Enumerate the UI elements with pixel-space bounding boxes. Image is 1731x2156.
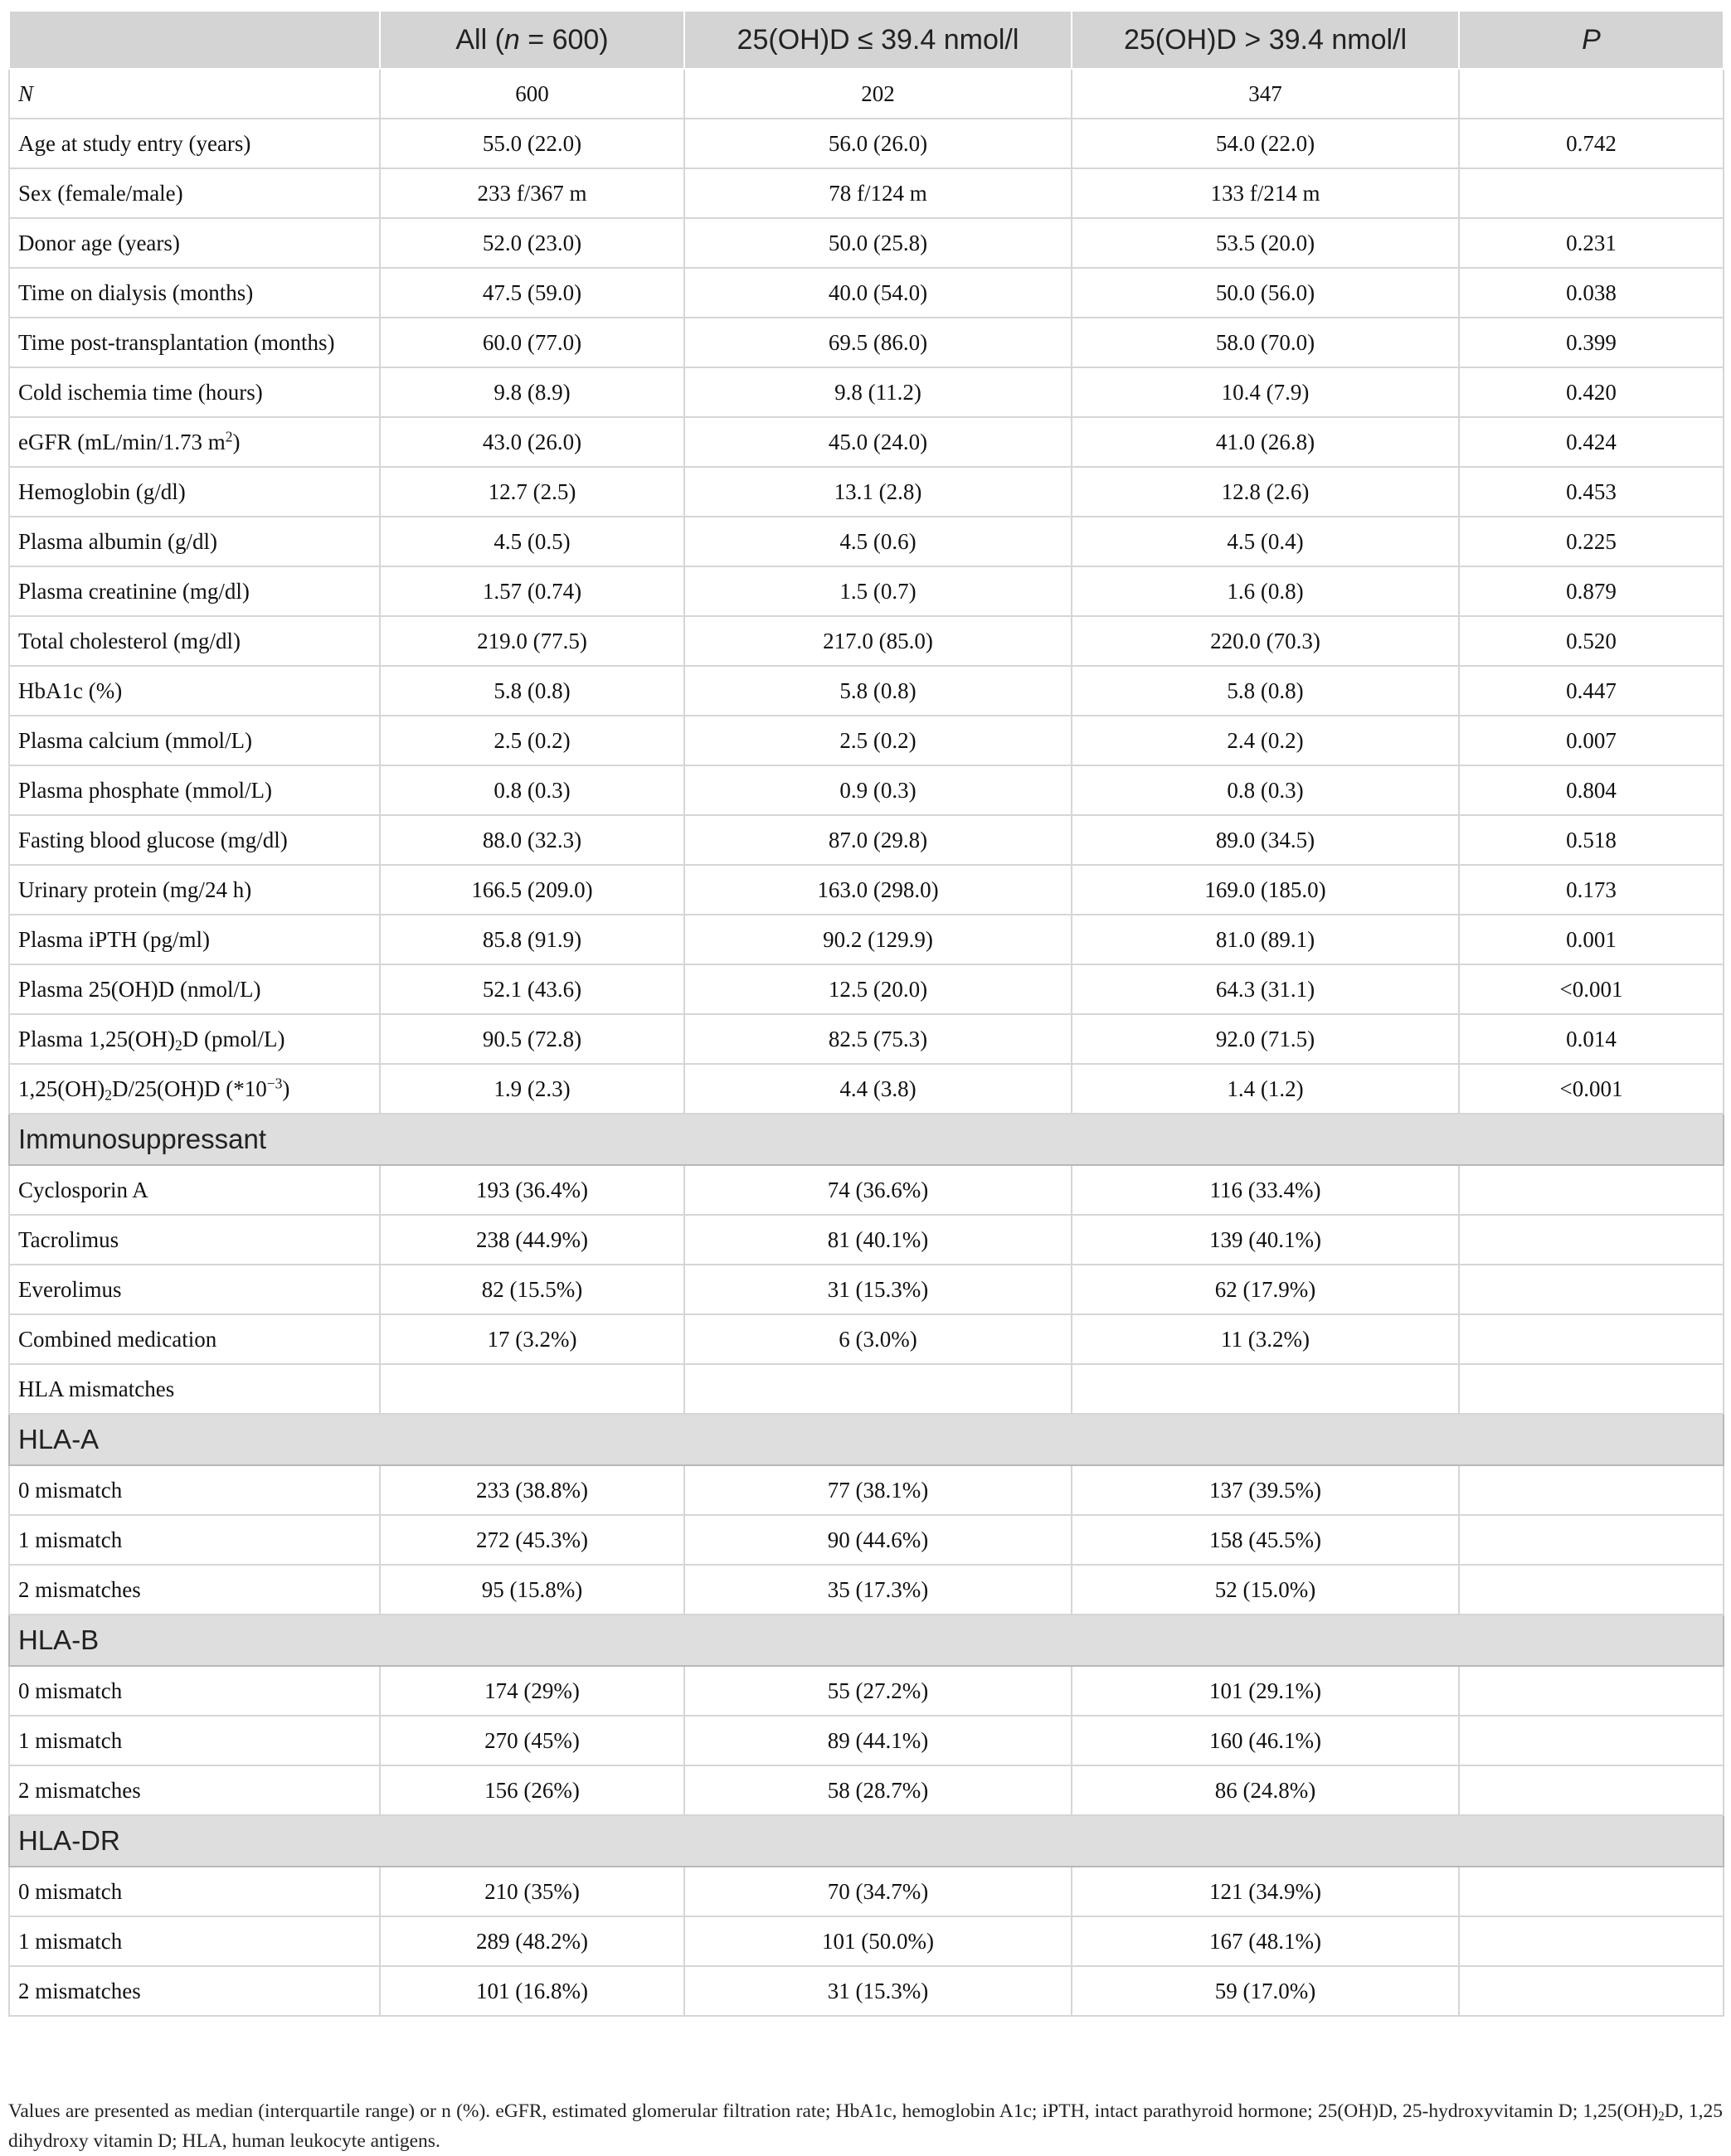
table-row bbox=[9, 1465, 1724, 1515]
row-label bbox=[9, 566, 380, 616]
cell-high-vitd: 169.0 (185.0) bbox=[1072, 865, 1459, 915]
cell-all: 193 (36.4%) bbox=[380, 1165, 684, 1215]
table-row bbox=[9, 1666, 1724, 1716]
cell-p-value: 0.420 bbox=[1459, 367, 1724, 417]
table-row bbox=[9, 1867, 1724, 1916]
table-footnote bbox=[8, 2096, 1723, 2156]
cell-low-vitd: 0.9 (0.3) bbox=[684, 765, 1072, 815]
cell-low-vitd: 5.8 (0.8) bbox=[684, 666, 1072, 716]
cell-p-value: 0.038 bbox=[1459, 268, 1724, 318]
table-row bbox=[9, 119, 1724, 168]
cell-low-vitd bbox=[684, 1364, 1072, 1414]
row-label bbox=[9, 716, 380, 765]
row-label bbox=[9, 268, 380, 318]
cell-high-vitd: 11 (3.2%) bbox=[1072, 1314, 1459, 1364]
header-variable bbox=[9, 11, 380, 69]
row-label-text: HLA mismatches bbox=[18, 1376, 175, 1401]
cell-all: 219.0 (77.5) bbox=[380, 616, 684, 666]
cell-high-vitd: 2.4 (0.2) bbox=[1072, 716, 1459, 765]
cell-low-vitd: 82.5 (75.3) bbox=[684, 1014, 1072, 1064]
cell-p-value bbox=[1459, 1666, 1724, 1716]
cell-all: 47.5 (59.0) bbox=[380, 268, 684, 318]
table-row bbox=[9, 417, 1724, 467]
cell-all: 52.1 (43.6) bbox=[380, 964, 684, 1014]
table-row bbox=[9, 1966, 1724, 2016]
row-label-text: Plasma 1,25(OH) bbox=[18, 1026, 175, 1051]
cell-low-vitd: 12.5 (20.0) bbox=[684, 964, 1072, 1014]
cell-high-vitd: 167 (48.1%) bbox=[1072, 1916, 1459, 1966]
row-label-text: Hemoglobin (g/dl) bbox=[18, 478, 186, 504]
cell-p-value bbox=[1459, 69, 1724, 119]
table-row bbox=[9, 1765, 1724, 1815]
cell-high-vitd: 58.0 (70.0) bbox=[1072, 318, 1459, 367]
row-label-text: Plasma calcium (mmol/L) bbox=[18, 727, 252, 753]
cell-high-vitd: 116 (33.4%) bbox=[1072, 1165, 1459, 1215]
cell-all bbox=[380, 1364, 684, 1414]
cell-low-vitd: 217.0 (85.0) bbox=[684, 616, 1072, 666]
cell-low-vitd: 74 (36.6%) bbox=[684, 1165, 1072, 1215]
section-row-immuno bbox=[9, 1114, 1724, 1165]
row-label-text: Tacrolimus bbox=[18, 1226, 119, 1252]
cell-all: 55.0 (22.0) bbox=[380, 119, 684, 168]
cell-high-vitd: 64.3 (31.1) bbox=[1072, 964, 1459, 1014]
footnote-part2: D, 1,25 dihydroxy vitamin D; HLA, human leukocyte antigens. bbox=[8, 2100, 1723, 2152]
header-all bbox=[380, 11, 684, 69]
cell-low-vitd: 31 (15.3%) bbox=[684, 1265, 1072, 1314]
row-label bbox=[9, 318, 380, 367]
table-row bbox=[9, 1165, 1724, 1215]
table-row bbox=[9, 716, 1724, 765]
cell-all: 270 (45%) bbox=[380, 1716, 684, 1765]
cell-p-value: 0.453 bbox=[1459, 467, 1724, 517]
row-label-text: 1 mismatch bbox=[18, 1928, 123, 1954]
cell-high-vitd: 54.0 (22.0) bbox=[1072, 119, 1459, 168]
row-label bbox=[9, 1765, 380, 1815]
cell-low-vitd: 90.2 (129.9) bbox=[684, 915, 1072, 964]
row-label bbox=[9, 964, 380, 1014]
cell-p-value: 0.007 bbox=[1459, 716, 1724, 765]
cell-all: 85.8 (91.9) bbox=[380, 915, 684, 964]
header-high-vitd: 25(OH)D > 39.4 nmol/l bbox=[1072, 11, 1459, 69]
cell-high-vitd: 101 (29.1%) bbox=[1072, 1666, 1459, 1716]
cell-p-value bbox=[1459, 1465, 1724, 1515]
row-label bbox=[9, 1014, 380, 1064]
cell-p-value bbox=[1459, 1867, 1724, 1916]
cell-high-vitd: 5.8 (0.8) bbox=[1072, 666, 1459, 716]
cell-low-vitd: 70 (34.7%) bbox=[684, 1867, 1072, 1916]
cell-low-vitd: 6 (3.0%) bbox=[684, 1314, 1072, 1364]
cell-all: 233 (38.8%) bbox=[380, 1465, 684, 1515]
cell-all: 12.7 (2.5) bbox=[380, 467, 684, 517]
cell-all: 5.8 (0.8) bbox=[380, 666, 684, 716]
cell-high-vitd: 160 (46.1%) bbox=[1072, 1716, 1459, 1765]
section-title: HLA-B bbox=[9, 1615, 1724, 1666]
cell-p-value bbox=[1459, 1265, 1724, 1314]
cell-low-vitd: 50.0 (25.8) bbox=[684, 218, 1072, 268]
row-label bbox=[9, 915, 380, 964]
cell-all: 156 (26%) bbox=[380, 1765, 684, 1815]
cell-all: 2.5 (0.2) bbox=[380, 716, 684, 765]
cell-p-value: 0.173 bbox=[1459, 865, 1724, 915]
row-label bbox=[9, 1465, 380, 1515]
cell-all: 90.5 (72.8) bbox=[380, 1014, 684, 1064]
cell-high-vitd: 81.0 (89.1) bbox=[1072, 915, 1459, 964]
row-label-text: 2 mismatches bbox=[18, 1978, 141, 2003]
row-label bbox=[9, 765, 380, 815]
cell-low-vitd: 81 (40.1%) bbox=[684, 1215, 1072, 1265]
cell-high-vitd: 59 (17.0%) bbox=[1072, 1966, 1459, 2016]
row-label bbox=[9, 1215, 380, 1265]
section-row-hla-dr bbox=[9, 1815, 1724, 1867]
table-row bbox=[9, 566, 1724, 616]
table-row bbox=[9, 964, 1724, 1014]
cell-high-vitd: 89.0 (34.5) bbox=[1072, 815, 1459, 865]
cell-p-value: 0.518 bbox=[1459, 815, 1724, 865]
row-label-text: Combined medication bbox=[18, 1326, 217, 1352]
row-label-text: Plasma iPTH (pg/ml) bbox=[18, 926, 210, 952]
section-row-hla-b bbox=[9, 1615, 1724, 1666]
cell-p-value bbox=[1459, 1314, 1724, 1364]
cell-all: 289 (48.2%) bbox=[380, 1916, 684, 1966]
cell-p-value: 0.520 bbox=[1459, 616, 1724, 666]
row-label bbox=[9, 119, 380, 168]
cell-low-vitd: 35 (17.3%) bbox=[684, 1565, 1072, 1615]
cell-p-value: 0.014 bbox=[1459, 1014, 1724, 1064]
cell-p-value bbox=[1459, 1165, 1724, 1215]
cell-low-vitd: 78 f/124 m bbox=[684, 168, 1072, 218]
row-label-text: Plasma 25(OH)D (nmol/L) bbox=[18, 976, 261, 1002]
cell-p-value bbox=[1459, 1966, 1724, 2016]
cell-low-vitd: 4.5 (0.6) bbox=[684, 517, 1072, 566]
cell-all: 233 f/367 m bbox=[380, 168, 684, 218]
cell-p-value bbox=[1459, 1565, 1724, 1615]
table-row bbox=[9, 268, 1724, 318]
cell-all: 52.0 (23.0) bbox=[380, 218, 684, 268]
cell-p-value: <0.001 bbox=[1459, 1064, 1724, 1114]
table-row bbox=[9, 1716, 1724, 1765]
header-p-value: P bbox=[1459, 11, 1724, 69]
row-label-sup: −3 bbox=[266, 1074, 283, 1091]
table-row bbox=[9, 517, 1724, 566]
cell-p-value: 0.804 bbox=[1459, 765, 1724, 815]
cell-p-value bbox=[1459, 1765, 1724, 1815]
cell-low-vitd: 56.0 (26.0) bbox=[684, 119, 1072, 168]
table-row bbox=[9, 1064, 1724, 1114]
table-row bbox=[9, 168, 1724, 218]
cell-p-value: <0.001 bbox=[1459, 964, 1724, 1014]
table-container bbox=[8, 10, 1723, 2017]
cell-high-vitd: 347 bbox=[1072, 69, 1459, 119]
header-low-vitd: 25(OH)D ≤ 39.4 nmol/l bbox=[684, 11, 1072, 69]
cell-all: 238 (44.9%) bbox=[380, 1215, 684, 1265]
row-label-text: Fasting blood glucose (mg/dl) bbox=[18, 827, 288, 852]
row-label-text: 0 mismatch bbox=[18, 1878, 123, 1904]
table-row bbox=[9, 69, 1724, 119]
row-label bbox=[9, 1515, 380, 1565]
cell-p-value: 0.879 bbox=[1459, 566, 1724, 616]
row-label bbox=[9, 1265, 380, 1314]
cell-p-value: 0.424 bbox=[1459, 417, 1724, 467]
row-label bbox=[9, 168, 380, 218]
baseline-characteristics-table bbox=[8, 10, 1724, 2017]
table-row bbox=[9, 1916, 1724, 1966]
row-label bbox=[9, 467, 380, 517]
cell-all: 60.0 (77.0) bbox=[380, 318, 684, 367]
row-label bbox=[9, 616, 380, 666]
cell-high-vitd bbox=[1072, 1364, 1459, 1414]
table-row bbox=[9, 1314, 1724, 1364]
header-all-suffix: = 600) bbox=[519, 23, 609, 56]
cell-low-vitd: 40.0 (54.0) bbox=[684, 268, 1072, 318]
cell-high-vitd: 158 (45.5%) bbox=[1072, 1515, 1459, 1565]
cell-high-vitd: 4.5 (0.4) bbox=[1072, 517, 1459, 566]
row-label-text: 1 mismatch bbox=[18, 1527, 123, 1552]
cell-all: 1.9 (2.3) bbox=[380, 1064, 684, 1114]
row-label-text: eGFR (mL/min/1.73 m bbox=[18, 429, 226, 454]
cell-all: 95 (15.8%) bbox=[380, 1565, 684, 1615]
cell-p-value: 0.742 bbox=[1459, 119, 1724, 168]
cell-high-vitd: 52 (15.0%) bbox=[1072, 1565, 1459, 1615]
cell-high-vitd: 133 f/214 m bbox=[1072, 168, 1459, 218]
cell-p-value: 0.447 bbox=[1459, 666, 1724, 716]
table-row bbox=[9, 367, 1724, 417]
row-label-end: ) bbox=[232, 429, 241, 454]
cell-high-vitd: 1.6 (0.8) bbox=[1072, 566, 1459, 616]
row-label bbox=[9, 1966, 380, 2016]
row-label-text: 0 mismatch bbox=[18, 1477, 123, 1503]
table-row bbox=[9, 815, 1724, 865]
row-label-text: Cold ischemia time (hours) bbox=[18, 379, 263, 405]
row-label bbox=[9, 1064, 380, 1114]
cell-p-value: 0.001 bbox=[1459, 915, 1724, 964]
cell-low-vitd: 2.5 (0.2) bbox=[684, 716, 1072, 765]
cell-p-value bbox=[1459, 1364, 1724, 1414]
row-label-text: Plasma phosphate (mmol/L) bbox=[18, 777, 272, 803]
table-row bbox=[9, 915, 1724, 964]
cell-low-vitd: 202 bbox=[684, 69, 1072, 119]
cell-all: 210 (35%) bbox=[380, 1867, 684, 1916]
row-label bbox=[9, 69, 380, 119]
cell-all: 1.57 (0.74) bbox=[380, 566, 684, 616]
cell-high-vitd: 86 (24.8%) bbox=[1072, 1765, 1459, 1815]
cell-low-vitd: 13.1 (2.8) bbox=[684, 467, 1072, 517]
footnote-sub: 2 bbox=[1658, 2109, 1665, 2124]
cell-p-value bbox=[1459, 168, 1724, 218]
row-label-text: 1,25(OH) bbox=[18, 1076, 105, 1101]
row-label bbox=[9, 367, 380, 417]
row-label bbox=[9, 417, 380, 467]
row-label-text: Everolimus bbox=[18, 1276, 122, 1302]
row-label-text: Age at study entry (years) bbox=[18, 130, 251, 156]
cell-all: 82 (15.5%) bbox=[380, 1265, 684, 1314]
cell-all: 9.8 (8.9) bbox=[380, 367, 684, 417]
cell-p-value bbox=[1459, 1515, 1724, 1565]
table-row bbox=[9, 765, 1724, 815]
row-label-sub: 2 bbox=[105, 1085, 112, 1103]
row-label-text: 1 mismatch bbox=[18, 1727, 123, 1753]
cell-high-vitd: 220.0 (70.3) bbox=[1072, 616, 1459, 666]
cell-all: 0.8 (0.3) bbox=[380, 765, 684, 815]
table-row bbox=[9, 218, 1724, 268]
cell-all: 88.0 (32.3) bbox=[380, 815, 684, 865]
row-label-text: Total cholesterol (mg/dl) bbox=[18, 628, 241, 653]
row-label bbox=[9, 1867, 380, 1916]
cell-low-vitd: 4.4 (3.8) bbox=[684, 1064, 1072, 1114]
cell-low-vitd: 87.0 (29.8) bbox=[684, 815, 1072, 865]
table-row bbox=[9, 318, 1724, 367]
row-label bbox=[9, 1314, 380, 1364]
header-row bbox=[9, 11, 1724, 69]
cell-all: 174 (29%) bbox=[380, 1666, 684, 1716]
cell-p-value: 0.225 bbox=[1459, 517, 1724, 566]
header-all-n: n bbox=[503, 23, 520, 56]
row-label bbox=[9, 1916, 380, 1966]
row-label bbox=[9, 1165, 380, 1215]
cell-p-value: 0.231 bbox=[1459, 218, 1724, 268]
cell-low-vitd: 55 (27.2%) bbox=[684, 1666, 1072, 1716]
row-label bbox=[9, 815, 380, 865]
cell-all: 166.5 (209.0) bbox=[380, 865, 684, 915]
row-label-text: Time post-transplantation (months) bbox=[18, 329, 335, 355]
cell-high-vitd: 139 (40.1%) bbox=[1072, 1215, 1459, 1265]
table-row bbox=[9, 1215, 1724, 1265]
row-label bbox=[9, 865, 380, 915]
cell-high-vitd: 137 (39.5%) bbox=[1072, 1465, 1459, 1515]
row-label-text: Plasma creatinine (mg/dl) bbox=[18, 578, 250, 604]
cell-low-vitd: 69.5 (86.0) bbox=[684, 318, 1072, 367]
section-title: HLA-DR bbox=[9, 1815, 1724, 1867]
row-label-sup: 2 bbox=[225, 427, 233, 444]
cell-high-vitd: 92.0 (71.5) bbox=[1072, 1014, 1459, 1064]
cell-low-vitd: 90 (44.6%) bbox=[684, 1515, 1072, 1565]
cell-low-vitd: 77 (38.1%) bbox=[684, 1465, 1072, 1515]
row-label-mid: D/25(OH)D (*10 bbox=[112, 1076, 267, 1101]
cell-high-vitd: 41.0 (26.8) bbox=[1072, 417, 1459, 467]
cell-high-vitd: 10.4 (7.9) bbox=[1072, 367, 1459, 417]
row-label-text: 0 mismatch bbox=[18, 1678, 123, 1703]
cell-high-vitd: 53.5 (20.0) bbox=[1072, 218, 1459, 268]
section-title: HLA-A bbox=[9, 1414, 1724, 1465]
cell-low-vitd: 31 (15.3%) bbox=[684, 1966, 1072, 2016]
cell-high-vitd: 0.8 (0.3) bbox=[1072, 765, 1459, 815]
table-row bbox=[9, 1014, 1724, 1064]
cell-p-value bbox=[1459, 1716, 1724, 1765]
row-label-text: Cyclosporin A bbox=[18, 1177, 148, 1202]
row-label bbox=[9, 1364, 380, 1414]
cell-high-vitd: 62 (17.9%) bbox=[1072, 1265, 1459, 1314]
cell-low-vitd: 1.5 (0.7) bbox=[684, 566, 1072, 616]
row-label-end: ) bbox=[282, 1076, 290, 1101]
cell-low-vitd: 9.8 (11.2) bbox=[684, 367, 1072, 417]
row-label bbox=[9, 517, 380, 566]
cell-high-vitd: 1.4 (1.2) bbox=[1072, 1064, 1459, 1114]
table-row bbox=[9, 616, 1724, 666]
table-row bbox=[9, 1364, 1724, 1414]
cell-high-vitd: 50.0 (56.0) bbox=[1072, 268, 1459, 318]
cell-all: 272 (45.3%) bbox=[380, 1515, 684, 1565]
cell-all: 600 bbox=[380, 69, 684, 119]
header-all-prefix: All ( bbox=[455, 23, 504, 56]
row-label-text: Sex (female/male) bbox=[18, 180, 183, 206]
table-row bbox=[9, 1565, 1724, 1615]
cell-high-vitd: 12.8 (2.6) bbox=[1072, 467, 1459, 517]
cell-all: 17 (3.2%) bbox=[380, 1314, 684, 1364]
row-label bbox=[9, 218, 380, 268]
cell-low-vitd: 58 (28.7%) bbox=[684, 1765, 1072, 1815]
table-row bbox=[9, 865, 1724, 915]
cell-low-vitd: 89 (44.1%) bbox=[684, 1716, 1072, 1765]
table-row bbox=[9, 1515, 1724, 1565]
footnote-part1: Values are presented as median (interquartile range) or n (%). eGFR, estimated glomerular filtration rate; HbA1c, hemoglobin A1c; iPTH, intact parathyroid hormone; 25(OH)D, 25-hydroxyvitamin D; 1,25(OH) bbox=[8, 2100, 1659, 2122]
row-label-text: 2 mismatches bbox=[18, 1777, 141, 1803]
row-label bbox=[9, 1666, 380, 1716]
row-label-text: Time on dialysis (months) bbox=[18, 279, 254, 305]
cell-high-vitd: 121 (34.9%) bbox=[1072, 1867, 1459, 1916]
cell-low-vitd: 101 (50.0%) bbox=[684, 1916, 1072, 1966]
row-label-text: Donor age (years) bbox=[18, 230, 180, 255]
cell-all: 4.5 (0.5) bbox=[380, 517, 684, 566]
row-label-text: Plasma albumin (g/dl) bbox=[18, 528, 217, 554]
cell-all: 43.0 (26.0) bbox=[380, 417, 684, 467]
section-row-hla-a bbox=[9, 1414, 1724, 1465]
row-label-text: N bbox=[18, 80, 34, 106]
table-row bbox=[9, 1265, 1724, 1314]
row-label bbox=[9, 1716, 380, 1765]
section-title: Immunosuppressant bbox=[9, 1114, 1724, 1165]
table-row bbox=[9, 666, 1724, 716]
table-body bbox=[9, 69, 1724, 2016]
cell-p-value bbox=[1459, 1916, 1724, 1966]
row-label-sub: 2 bbox=[174, 1036, 182, 1053]
row-label bbox=[9, 1565, 380, 1615]
cell-low-vitd: 163.0 (298.0) bbox=[684, 865, 1072, 915]
cell-low-vitd: 45.0 (24.0) bbox=[684, 417, 1072, 467]
row-label bbox=[9, 666, 380, 716]
row-label-text: 2 mismatches bbox=[18, 1576, 141, 1602]
cell-p-value: 0.399 bbox=[1459, 318, 1724, 367]
cell-p-value bbox=[1459, 1215, 1724, 1265]
cell-all: 101 (16.8%) bbox=[380, 1966, 684, 2016]
row-label-end: D (pmol/L) bbox=[182, 1026, 285, 1051]
row-label-text: HbA1c (%) bbox=[18, 677, 123, 703]
table-row bbox=[9, 467, 1724, 517]
row-label-text: Urinary protein (mg/24 h) bbox=[18, 876, 252, 902]
